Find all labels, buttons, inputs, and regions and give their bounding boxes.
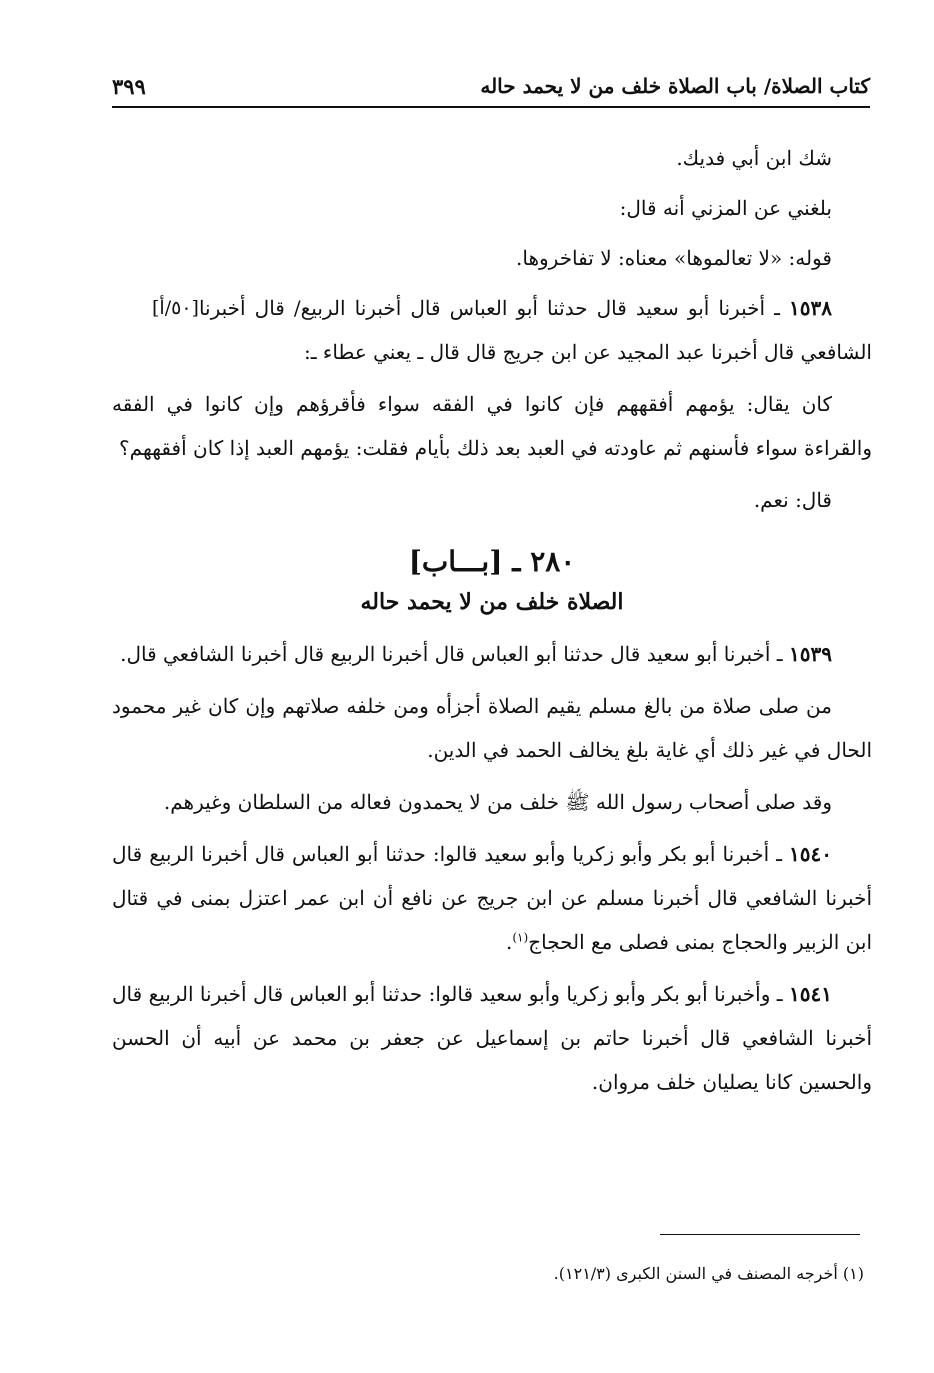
hadith-1538 <box>112 286 872 374</box>
hadith-text: ـ أخبرنا أبو بكر وأبو زكريا وأبو سعيد قالوا: حدثنا أبو العباس قال أخبرنا الربيع قال أخبرنا الشافعي قال أخبرنا مسلم عن ابن جريج عن نافع أن ابن عمر اعتزل بمنى في قتال ابن الزبير والحجاج بمنى فصلى مع الحجاج <box>112 842 872 954</box>
paragraph: قال: نعم. <box>753 488 832 512</box>
sentence-end: . <box>506 930 513 954</box>
hadith-number: ١٥٣٩ <box>789 642 832 666</box>
paragraph: بلغني عن المزني أنه قال: <box>619 196 832 220</box>
quote-paragraph: من صلى صلاة من بالغ مسلم يقيم الصلاة أجزأه ومن خلفه صلاتهم وإن كان غير محمود الحال في غير ذلك أي غاية بلغ يخالف الحمد في الدين. <box>112 694 872 762</box>
hadith-text: ـ وأخبرنا أبو بكر وأبو زكريا وأبو سعيد قالوا: حدثنا أبو العباس قال أخبرنا الربيع قال أخبرنا الشافعي قال أخبرنا حاتم بن إسماعيل عن جعفر بن محمد عن أبيه أن الحسن والحسين كانا يصليان خلف مروان. <box>112 982 872 1094</box>
quote-paragraph: وقد صلى أصحاب رسول الله ﷺ خلف من لا يحمدون فعاله من السلطان وغيرهم. <box>163 790 832 814</box>
hadith-1539 <box>112 632 872 676</box>
running-header <box>112 66 870 108</box>
footnote-divider <box>660 1234 860 1235</box>
hadith-1540 <box>112 832 872 964</box>
chapter-title: الصلاة خلف من لا يحمد حاله <box>360 589 624 615</box>
hadith-number: ١٥٤٠ <box>789 842 832 866</box>
page-number: ٣٩٩ <box>112 73 146 99</box>
manuscript-folio-marker: [٥٠/أ] <box>152 297 199 319</box>
hadith-1541 <box>112 972 872 1104</box>
quote-paragraph: كان يقال: يؤمهم أفقههم فإن كانوا في الفقه سواء فأقرؤهم وإن كانوا في الفقه والقراءة سواء فأسنهم ثم عاودته في العبد بعد ذلك بأيام فقلت: يؤمهم العبد إذا كان أفقههم؟ <box>112 392 872 460</box>
paragraph: شك ابن أبي فديك. <box>676 146 832 170</box>
chapter-heading <box>112 542 872 622</box>
footnote: (١) أخرجه المصنف في السنن الكبرى (١٢١/٣). <box>553 1264 864 1283</box>
main-text <box>112 136 872 1112</box>
paragraph: قوله: «لا تعالموها» معناه: لا تفاخروها. <box>516 246 832 270</box>
hadith-text: ـ أخبرنا أبو سعيد قال حدثنا أبو العباس قال أخبرنا الربيع قال أخبرنا الشافعي قال. <box>120 642 790 666</box>
footnote-reference[interactable]: (١) <box>512 930 529 945</box>
header-title: كتاب الصلاة/ باب الصلاة خلف من لا يحمد حاله <box>480 74 870 98</box>
hadith-number: ١٥٤١ <box>789 982 832 1006</box>
chapter-number: ٢٨٠ ـ [بـــاب] <box>408 545 576 578</box>
hadith-number: ١٥٣٨ <box>789 296 832 320</box>
hadith-text: ـ أخبرنا أبو سعيد قال حدثنا أبو العباس قال أخبرنا الربيع/ قال أخبرنا الشافعي قال أخبرنا عبد المجيد عن ابن جريج قال قال ـ يعني عطاء ـ: <box>198 296 872 364</box>
